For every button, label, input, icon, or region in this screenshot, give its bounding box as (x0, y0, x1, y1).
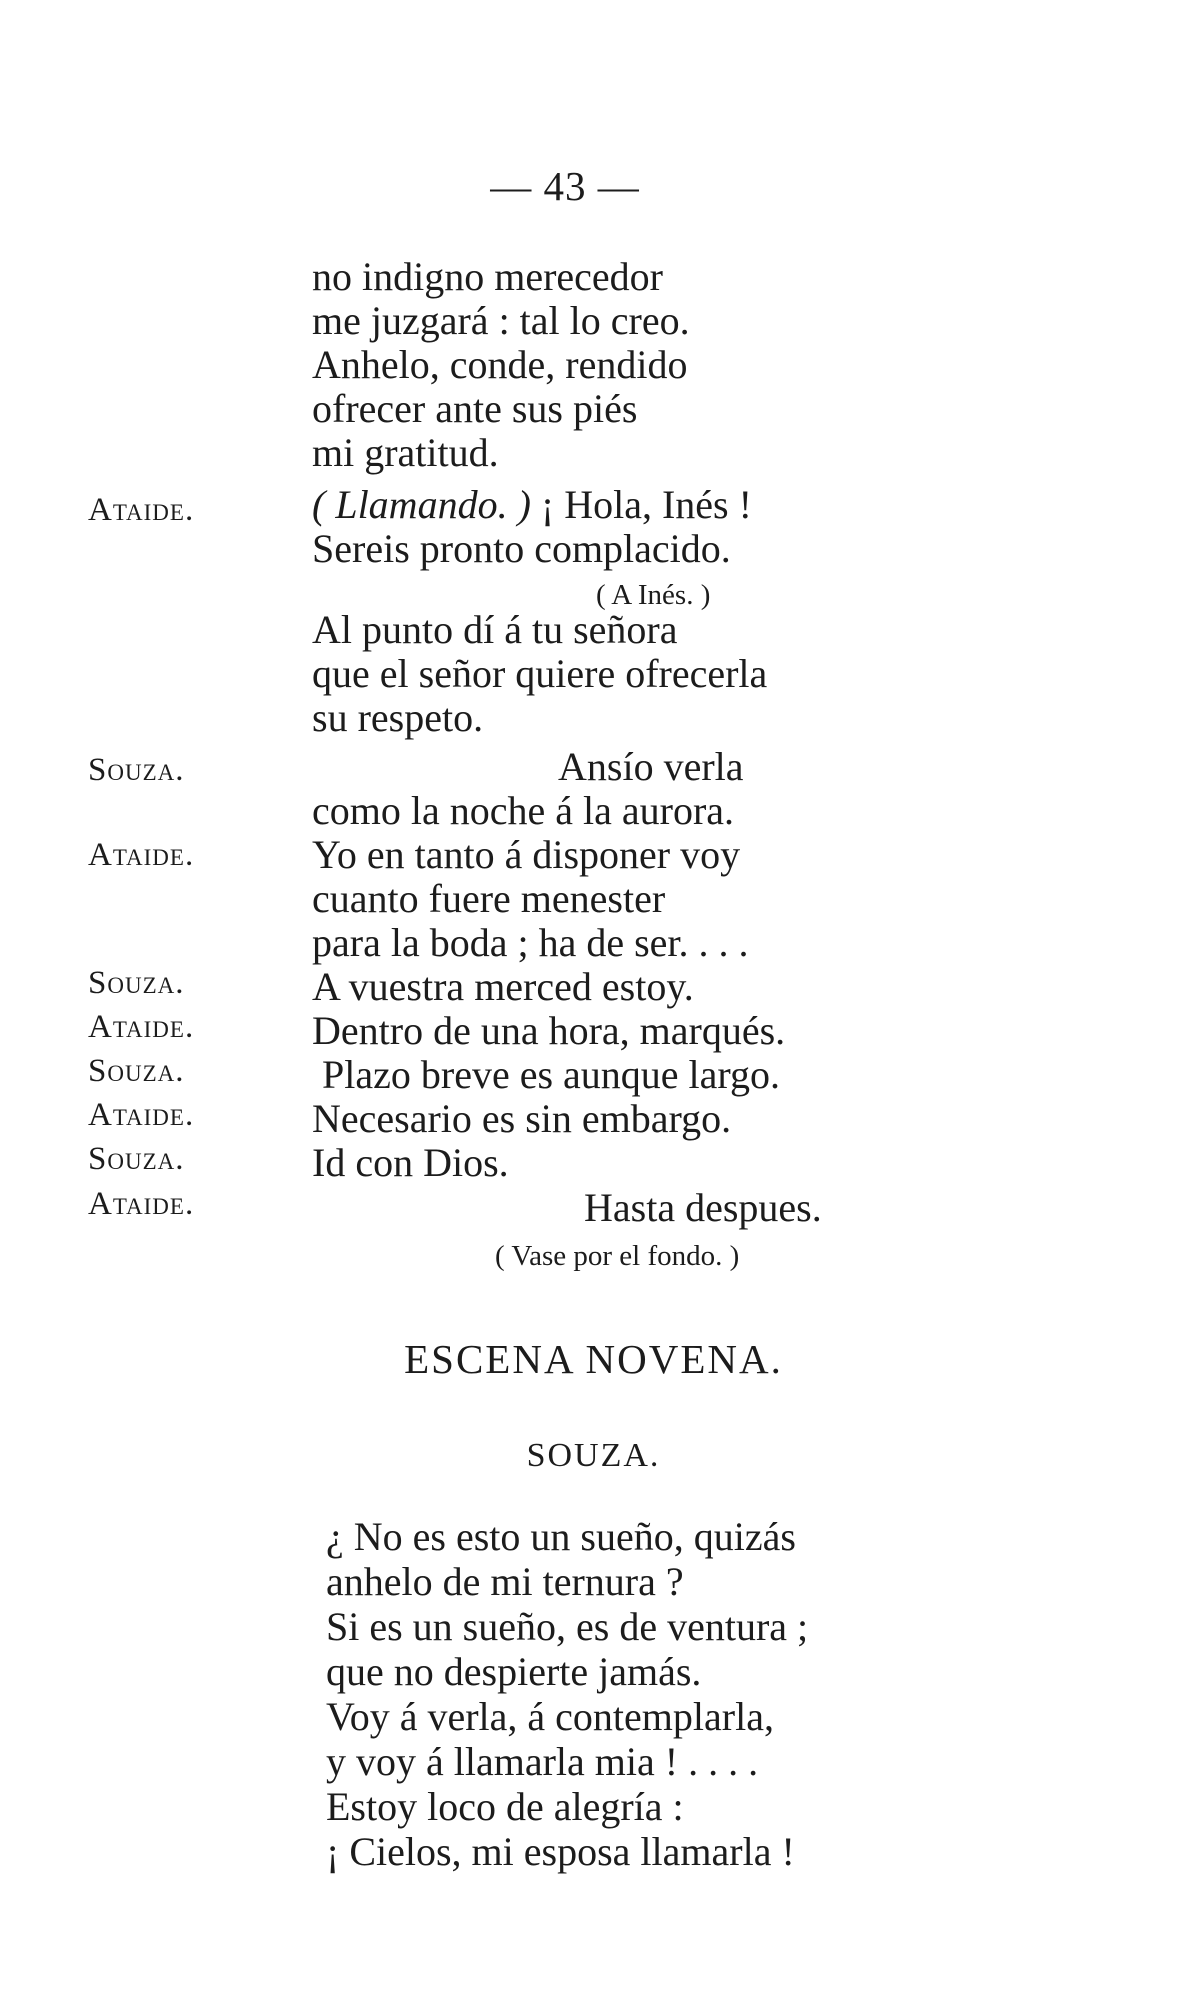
verse-line: no indigno merecedor (312, 254, 663, 299)
verse-line: Plazo breve es aunque largo. (322, 1052, 780, 1097)
verse-line: ¿ No es esto un sueño, quizás (326, 1514, 796, 1559)
verse-line: su respeto. (312, 695, 484, 740)
speaker-souza: Souza. (88, 1141, 185, 1177)
verse-line: me juzgará : tal lo creo. (312, 298, 690, 343)
verse-line: para la boda ; ha de ser. . . . (312, 920, 749, 965)
verse-text: ¡ Hola, Inés ! (540, 482, 752, 527)
verse-line (312, 483, 752, 527)
stage-direction: ( Llamando. ) (312, 482, 531, 527)
verse-line: Al punto dí á tu señora (312, 607, 678, 652)
scene-title: ESCENA NOVENA. (404, 1336, 783, 1382)
speaker-ataide: Ataide. (88, 1186, 195, 1222)
page-number: — 43 — (490, 163, 640, 209)
speaker-ataide: Ataide. (88, 492, 195, 528)
verse-line: Ansío verla (558, 744, 744, 789)
verse-line: Necesario es sin embargo. (312, 1096, 732, 1141)
verse-line: cuanto fuere menester (312, 876, 666, 921)
verse-line: A vuestra merced estoy. (312, 964, 694, 1009)
speaker-ataide: Ataide. (88, 1097, 195, 1133)
verse-line: Dentro de una hora, marqués. (312, 1008, 786, 1053)
verse-line: ¡ Cielos, mi esposa llamarla ! (326, 1829, 795, 1874)
speaker-souza: Souza. (88, 1053, 185, 1089)
speaker-souza: Souza. (88, 752, 185, 788)
verse-line: como la noche á la aurora. (312, 788, 735, 833)
speaker-ataide: Ataide. (88, 1009, 195, 1045)
verse-line: Voy á verla, á contemplarla, (326, 1694, 774, 1739)
speaker-ataide: Ataide. (88, 837, 195, 873)
verse-line: y voy á llamarla mia ! . . . . (326, 1739, 759, 1784)
verse-line: mi gratitud. (312, 430, 499, 475)
verse-line: Id con Dios. (312, 1140, 509, 1185)
verse-line: Estoy loco de alegría : (326, 1784, 684, 1829)
verse-line: Yo en tanto á disponer voy (312, 832, 741, 877)
verse-line: Si es un sueño, es de ventura ; (326, 1604, 809, 1649)
stage-direction: ( Vase por el fondo. ) (495, 1240, 740, 1272)
verse-line: que el señor quiere ofrecerla (312, 651, 768, 696)
verse-line: que no despierte jamás. (326, 1649, 702, 1694)
scene-speaker: SOUZA. (526, 1437, 661, 1474)
verse-line: Hasta despues. (584, 1185, 822, 1230)
speaker-souza: Souza. (88, 965, 185, 1001)
verse-line: Anhelo, conde, rendido (312, 342, 688, 387)
verse-line: anhelo de mi ternura ? (326, 1559, 684, 1604)
verse-line: Sereis pronto complacido. (312, 526, 731, 571)
stage-direction: ( A Inés. ) (596, 579, 711, 611)
verse-line: ofrecer ante sus piés (312, 386, 638, 431)
